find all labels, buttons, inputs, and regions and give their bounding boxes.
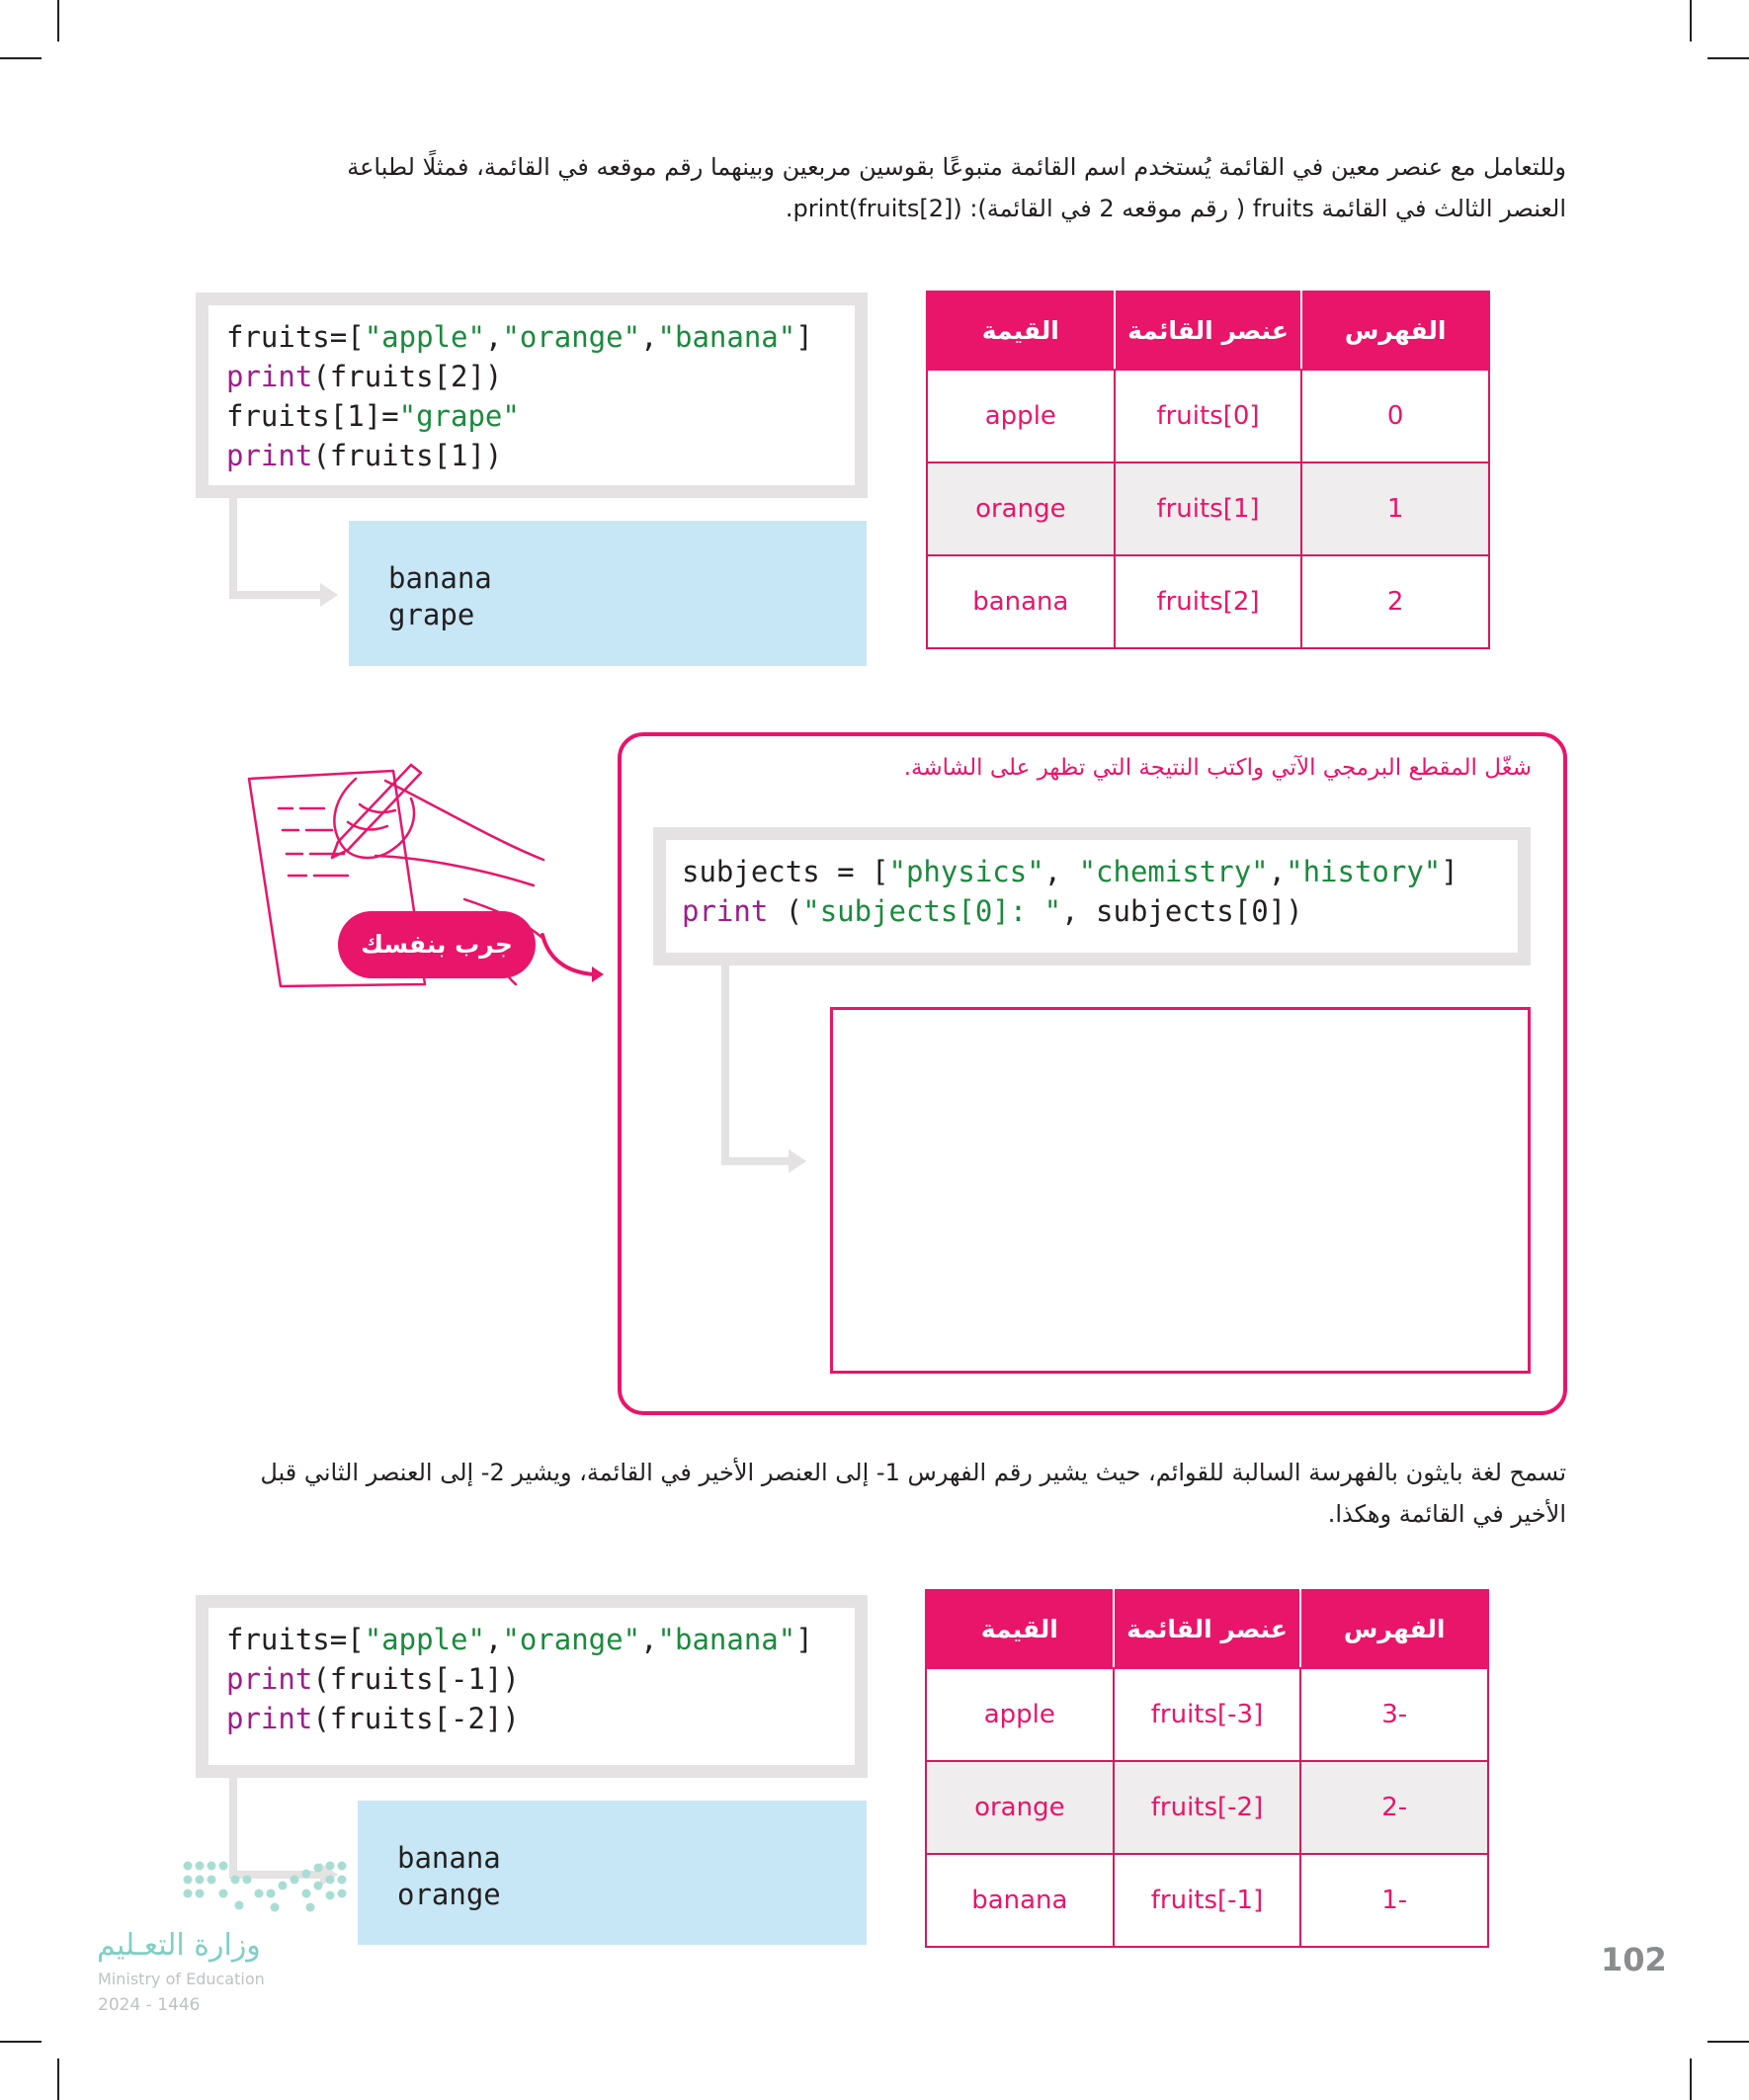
table-row xyxy=(926,1668,1488,1761)
table-header-row xyxy=(926,1590,1488,1668)
code-example-2: fruits=["apple","orange","banana"] print(fruits[-1]) print(fruits[-2]) xyxy=(196,1595,868,1778)
table-header: القيمة xyxy=(927,292,1115,370)
table-cell: fruits[-3] xyxy=(1114,1668,1301,1761)
intro-line-1: وللتعامل مع عنصر معين في القائمة يُستخدم اسم القائمة متبوعًا بقوسين مربعين وبينهما رقم موقعه في القائمة، فمثلًا لطباعة xyxy=(347,153,1566,181)
ministry-name-arabic: وزارة التعـليم xyxy=(97,1928,261,1963)
ministry-logo-dots xyxy=(180,1858,358,1917)
negative-line-2: الأخير في القائمة وهكذا. xyxy=(1327,1500,1566,1528)
negative-index-paragraph xyxy=(193,1452,1566,1535)
ministry-name-english: Ministry of Education xyxy=(98,1970,265,1988)
negative-line-1: تسمح لغة بايثون بالفهرسة السالبة للقوائم، حيث يشير رقم الفهرس 1- إلى العنصر الأخير في القائمة، ويشير 2- إلى العنصر الثاني قبل xyxy=(260,1459,1566,1486)
table-cell: 0 xyxy=(1301,370,1489,462)
table-header: عنصر القائمة xyxy=(1115,292,1302,370)
index-table-1 xyxy=(926,291,1490,649)
crop-mark xyxy=(1707,2041,1749,2043)
crop-mark xyxy=(57,0,59,42)
table-cell: banana xyxy=(926,1854,1114,1947)
page-number: 102 xyxy=(1601,1941,1667,1978)
table-row xyxy=(926,1854,1488,1947)
table-row xyxy=(927,555,1489,648)
table-cell: fruits[0] xyxy=(1115,370,1302,462)
output-line: banana xyxy=(397,1841,501,1875)
badge-arrow xyxy=(539,929,610,988)
table-header: الفهرس xyxy=(1301,292,1489,370)
code-example-1: fruits=["apple","orange","banana"] print(fruits[2]) fruits[1]="grape" print(fruits[1]) xyxy=(196,293,868,498)
crop-mark xyxy=(0,2041,42,2043)
output-line: banana xyxy=(388,561,492,595)
table-cell: orange xyxy=(927,462,1115,555)
table-header: عنصر القائمة xyxy=(1114,1590,1301,1668)
table-header-row xyxy=(927,292,1489,370)
table-cell: 2 xyxy=(1301,555,1489,648)
output-line: orange xyxy=(397,1878,501,1911)
table-header: الفهرس xyxy=(1300,1590,1488,1668)
crop-mark xyxy=(57,2058,59,2100)
connector-arrow xyxy=(717,966,812,1183)
index-table-2 xyxy=(925,1589,1489,1948)
crop-mark xyxy=(1690,0,1692,42)
table-cell: fruits[-2] xyxy=(1114,1761,1301,1854)
table-row xyxy=(927,462,1489,555)
connector-arrow xyxy=(225,498,344,607)
table-cell: orange xyxy=(926,1761,1114,1854)
crop-mark xyxy=(1690,2058,1692,2100)
crop-mark xyxy=(1707,57,1749,59)
intro-paragraph xyxy=(193,146,1566,229)
ministry-year: 2024 - 1446 xyxy=(98,1995,201,2015)
code-try-yourself: subjects = ["physics", "chemistry","history"] print ("subjects[0]: ", subjects[0]) xyxy=(653,827,1531,966)
output-box-1 xyxy=(349,521,867,666)
crop-mark xyxy=(0,57,42,59)
output-box-2 xyxy=(358,1801,867,1945)
table-row xyxy=(926,1761,1488,1854)
table-cell: apple xyxy=(926,1668,1114,1761)
intro-line-2: العنصر الثالث في القائمة fruits ( رقم موقعه 2 في القائمة): print(fruits[2]). xyxy=(785,195,1566,222)
table-cell: -3 xyxy=(1300,1668,1488,1761)
table-cell: fruits[1] xyxy=(1115,462,1302,555)
try-yourself-instruction: شغّل المقطع البرمجي الآتي واكتب النتيجة التي تظهر على الشاشة. xyxy=(903,755,1532,781)
table-header: القيمة xyxy=(926,1590,1114,1668)
table-cell: -1 xyxy=(1300,1854,1488,1947)
table-cell: apple xyxy=(927,370,1115,462)
answer-box[interactable] xyxy=(830,1007,1531,1374)
table-row xyxy=(927,370,1489,462)
table-cell: fruits[-1] xyxy=(1114,1854,1301,1947)
table-cell: fruits[2] xyxy=(1115,555,1302,648)
table-cell: banana xyxy=(927,555,1115,648)
table-cell: 1 xyxy=(1301,462,1489,555)
try-yourself-badge: جرب بنفسك xyxy=(338,911,536,978)
table-cell: -2 xyxy=(1300,1761,1488,1854)
output-line: grape xyxy=(388,598,475,631)
